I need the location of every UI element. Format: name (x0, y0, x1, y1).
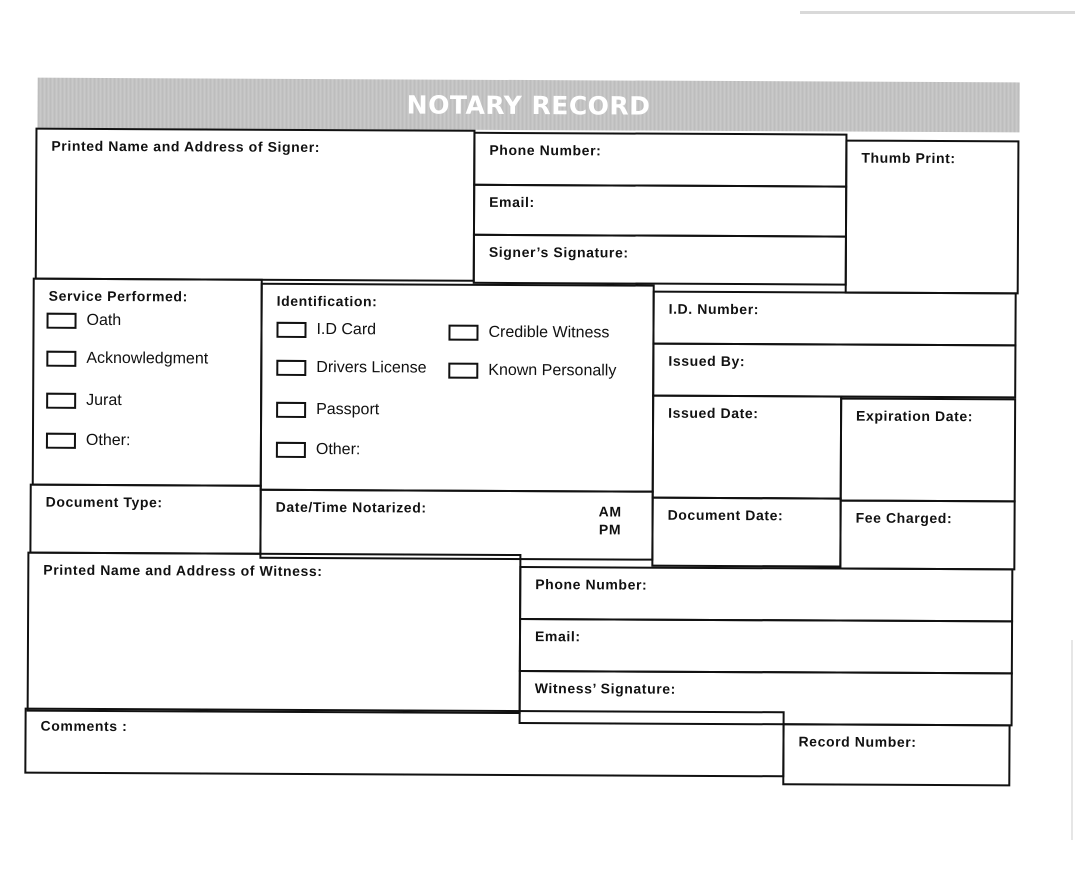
id-option-label: Drivers License (316, 359, 427, 377)
checkbox[interactable] (276, 360, 306, 376)
identification-section (260, 283, 655, 493)
fee-charged-field[interactable] (839, 500, 1015, 571)
checkbox[interactable] (46, 351, 76, 367)
witness-email-label: Email: (534, 628, 581, 645)
checkbox[interactable] (276, 402, 306, 418)
witness-phone-label: Phone Number: (535, 576, 648, 593)
service-option-label: Jurat (86, 391, 122, 410)
service-option-label: Other: (85, 431, 131, 450)
id-option-passport[interactable] (276, 401, 379, 420)
notary-record-form (20, 78, 1019, 788)
id-number-field[interactable] (652, 291, 1016, 347)
pm-label: PM (598, 521, 622, 538)
service-performed-section (32, 278, 263, 487)
service-option-acknowledgment[interactable] (46, 350, 208, 369)
service-option-label: Acknowledgment (86, 349, 209, 368)
expiration-date-label: Expiration Date: (856, 407, 974, 425)
id-option-label: Passport (316, 401, 380, 419)
identification-label: Identification: (276, 292, 378, 310)
checkbox[interactable] (276, 322, 306, 338)
document-type-label: Document Type: (45, 493, 163, 511)
scan-artifact-line (800, 11, 1075, 14)
id-option-other[interactable] (276, 441, 361, 459)
expiration-date-field[interactable] (840, 398, 1017, 503)
document-date-field[interactable] (651, 497, 841, 568)
record-number-label: Record Number: (798, 733, 917, 750)
fee-charged-label: Fee Charged: (855, 509, 953, 527)
service-option-jurat[interactable] (46, 392, 122, 410)
checkbox[interactable] (46, 393, 76, 409)
witness-signature-label: Witness’ Signature: (534, 680, 676, 697)
signer-name-address-label: Printed Name and Address of Signer: (51, 137, 321, 156)
id-option-drivers-license[interactable] (276, 359, 426, 378)
document-type-field[interactable] (29, 484, 261, 555)
checkbox[interactable] (276, 442, 306, 458)
signer-email-label: Email: (489, 193, 535, 211)
id-option-credible-witness[interactable] (448, 324, 609, 343)
witness-phone-field[interactable] (519, 566, 1013, 622)
signer-phone-label: Phone Number: (489, 141, 602, 159)
id-option-known-personally[interactable] (448, 362, 616, 381)
thumb-print-field[interactable] (845, 140, 1020, 295)
id-option-label: Other: (315, 441, 361, 459)
date-time-notarized-field[interactable] (259, 489, 653, 561)
am-pm-indicator (598, 502, 621, 538)
issued-date-label: Issued Date: (668, 404, 759, 422)
id-number-label: I.D. Number: (668, 300, 760, 318)
form-title: NOTARY RECORD (406, 89, 651, 121)
signer-signature-label: Signer’s Signature: (488, 243, 629, 261)
service-option-other[interactable] (46, 432, 131, 450)
checkbox[interactable] (448, 363, 478, 379)
service-option-oath[interactable] (46, 312, 121, 330)
signer-email-field[interactable] (473, 184, 847, 238)
id-option-id-card[interactable] (276, 321, 376, 339)
date-time-notarized-label: Date/Time Notarized: (275, 498, 427, 516)
id-option-label: I.D Card (316, 321, 377, 339)
thumb-print-label: Thumb Print: (861, 149, 956, 167)
witness-name-address-label: Printed Name and Address of Witness: (43, 561, 323, 580)
issued-by-field[interactable] (652, 343, 1016, 399)
id-option-label: Known Personally (488, 361, 617, 380)
witness-name-address-field[interactable] (27, 552, 522, 714)
scan-artifact-edge (1071, 640, 1073, 840)
id-option-label: Credible Witness (488, 323, 610, 342)
service-performed-label: Service Performed: (48, 287, 188, 305)
comments-field[interactable] (24, 708, 784, 778)
am-label: AM (598, 503, 622, 520)
document-date-label: Document Date: (667, 506, 784, 524)
signer-phone-field[interactable] (473, 132, 847, 188)
checkbox[interactable] (46, 433, 76, 449)
issued-date-field[interactable] (652, 395, 843, 500)
checkbox[interactable] (47, 313, 77, 329)
record-number-field[interactable] (782, 723, 1010, 786)
comments-label: Comments : (40, 717, 128, 735)
service-option-label: Oath (86, 311, 122, 330)
checkbox[interactable] (448, 325, 478, 341)
title-bar (37, 78, 1019, 133)
signer-name-address-field[interactable] (35, 128, 476, 282)
issued-by-label: Issued By: (668, 352, 746, 370)
witness-email-field[interactable] (519, 618, 1013, 674)
signer-signature-field[interactable] (473, 234, 847, 286)
